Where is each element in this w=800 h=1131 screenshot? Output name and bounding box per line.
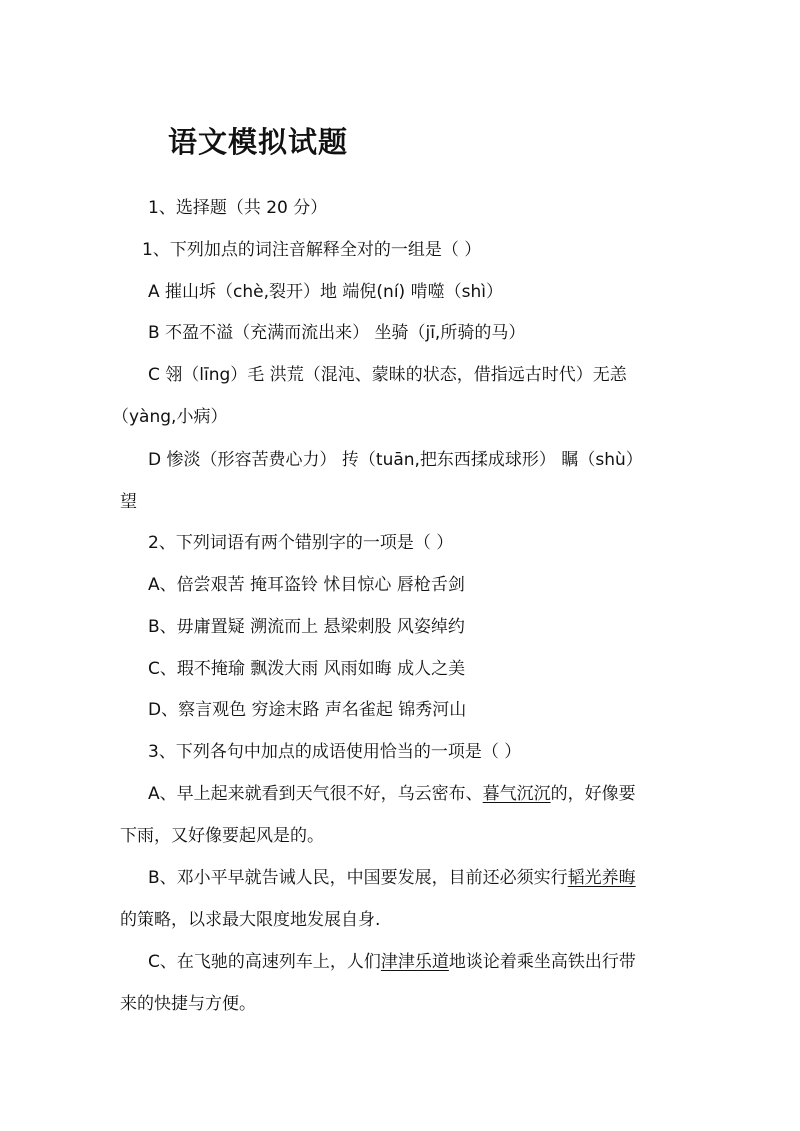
q2-option-a: A、倍尝艰苦 掩耳盗铃 怵目惊心 唇枪舌剑 — [148, 575, 465, 595]
section-heading: 1、选择题（共 20 分） — [148, 198, 328, 218]
q3-option-a — [148, 782, 636, 806]
q2-option-b: B、毋庸置疑 溯流而上 悬梁刺股 风姿绰约 — [148, 617, 465, 637]
q1-option-a: A 摧山坼（chè,裂开）地 端倪(ní) 啃噬（shì） — [148, 282, 503, 302]
q3-stem: 3、下列各句中加点的成语使用恰当的一项是（ ） — [148, 742, 522, 762]
q3-a-text-end: 的，好像要 — [550, 784, 636, 804]
q3-a-text: A、早上起来就看到天气很不好，乌云密布、 — [148, 784, 483, 804]
q3-b-text: B、邓小平早就告诫人民，中国要发展，目前还必须实行 — [148, 868, 568, 888]
q2-option-d: D、察言观色 穷途末路 声名雀起 锦秀河山 — [148, 700, 467, 720]
page-title: 语文模拟试题 — [168, 125, 349, 159]
q1-stem: 1、下列加点的词注音解释全对的一组是（ ） — [142, 240, 482, 260]
q1-option-c: C 翎（līng）毛 洪荒（混沌、蒙昧的状态，借指远古时代）无恙 — [148, 365, 627, 385]
q1-option-d: D 惨淡（形容苦费心力） 抟（tuān,把东西揉成球形） 瞩（shù） — [148, 450, 643, 470]
q1-option-d-cont: 望 — [120, 492, 137, 512]
q3-c-idiom: 津津乐道 — [380, 952, 449, 972]
q3-option-b-cont: 的策略，以求最大限度地发展自身. — [120, 910, 381, 930]
q3-b-idiom: 韬光养晦 — [567, 868, 636, 888]
q2-option-c: C、瑕不掩瑜 飘泼大雨 风雨如晦 成人之美 — [148, 659, 466, 679]
q3-option-a-cont: 下雨，又好像要起风是的。 — [120, 826, 324, 846]
q3-c-text: C、在飞驰的高速列车上，人们 — [148, 952, 381, 972]
q3-option-c — [148, 950, 636, 974]
q3-c-text-end: 地谈论着乘坐高铁出行带 — [448, 952, 636, 972]
q3-a-idiom: 暮气沉沉 — [482, 784, 551, 804]
q1-option-b: B 不盈不溢（充满而流出来） 坐骑（jī,所骑的马） — [148, 323, 526, 343]
q1-option-c-cont: （yàng,小病） — [112, 407, 228, 427]
q2-stem: 2、下列词语有两个错别字的一项是（ ） — [148, 533, 454, 553]
q3-option-c-cont: 来的快捷与方便。 — [120, 994, 256, 1014]
q3-option-b — [148, 866, 636, 890]
